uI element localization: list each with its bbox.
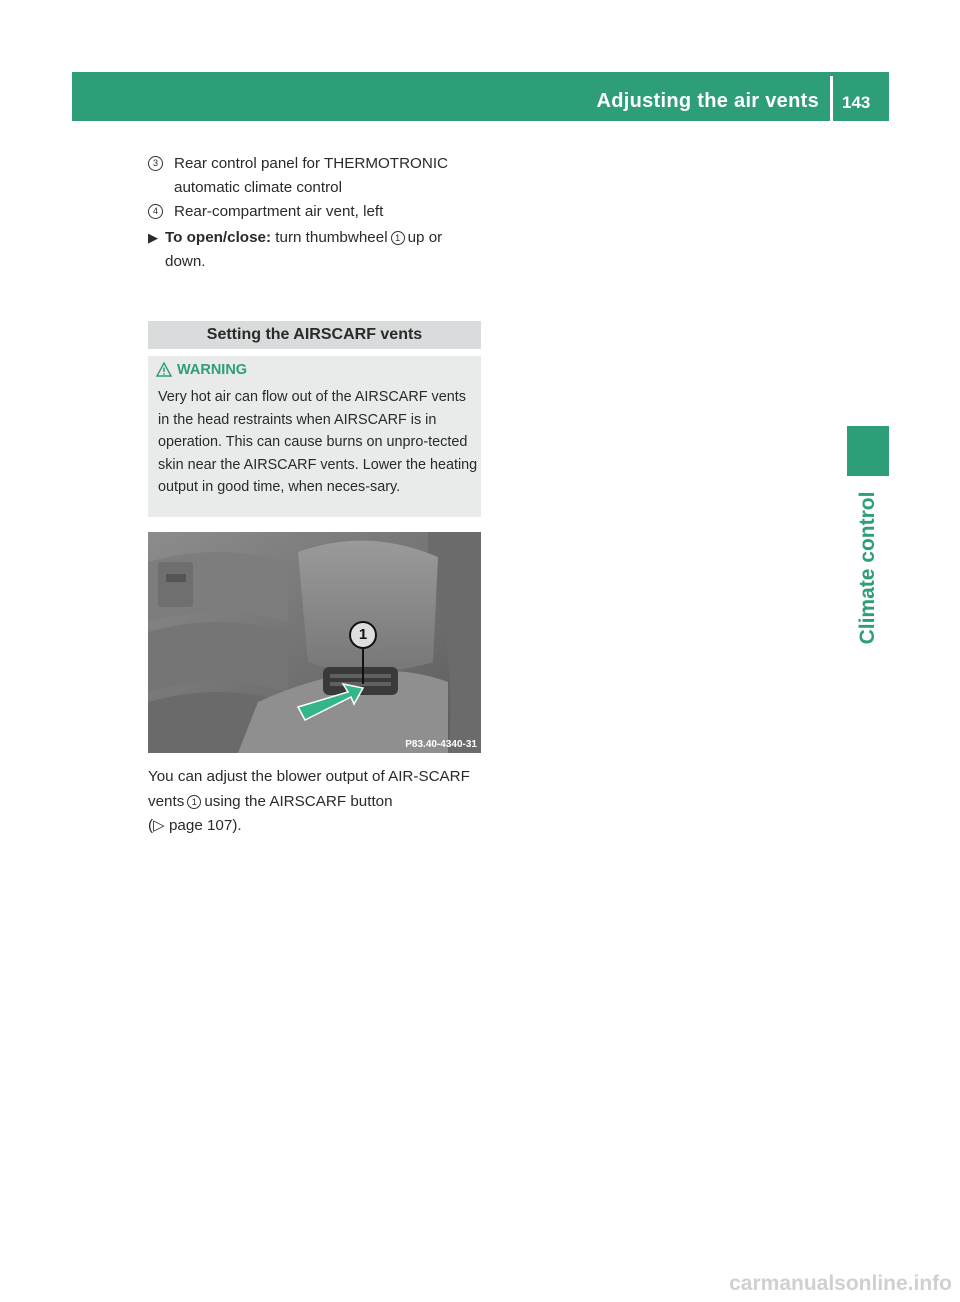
- instruction-arrow-icon: ▶: [148, 230, 158, 245]
- figure-callout-1: 1: [358, 626, 368, 643]
- body-paragraph: You can adjust the blower output of AIR-SCARF vents 1 using the AIRSCARF button (▷ page 107).: [148, 768, 470, 834]
- warning-triangle-icon: [156, 362, 172, 377]
- body-text-end: using the AIRSCARF button: [204, 792, 393, 810]
- watermark: carmanualsonline.info: [729, 1272, 952, 1295]
- header-title: Adjusting the air vents: [596, 90, 819, 112]
- legend-item-3: [148, 152, 481, 200]
- instruction-text-end: up or down.: [165, 229, 443, 270]
- legend-item-4: [148, 200, 481, 224]
- headrest-seat-image: [148, 532, 481, 753]
- ref-number-1: 1: [391, 231, 405, 245]
- airscarf-illustration: [148, 532, 481, 753]
- instruction-label: To open/close:: [165, 229, 272, 246]
- warning-title-text: WARNING: [177, 362, 248, 378]
- section-heading: Setting the AIRSCARF vents: [148, 321, 481, 349]
- body-text: You can adjust the blower output of AIR-SCARF vents: [148, 768, 470, 810]
- legend-number-3: 3: [148, 156, 163, 171]
- page-number: 143: [842, 93, 871, 112]
- page-ref-arrow-icon: ▷: [153, 817, 165, 834]
- legend-text: Rear-compartment air vent, left: [174, 203, 384, 220]
- legend-list: [148, 152, 481, 274]
- header-divider: [830, 76, 833, 121]
- warning-box: [148, 356, 481, 517]
- ref-number-1: 1: [187, 795, 201, 809]
- page-reference-link[interactable]: page 107: [168, 817, 233, 834]
- legend-text: Rear control panel for THERMOTRONIC automatic climate control: [174, 155, 449, 196]
- page-header: [72, 72, 889, 121]
- side-section-label: Climate control: [856, 491, 879, 645]
- instruction-text: turn thumbwheel: [275, 229, 388, 246]
- figure-code: P83.40-4340-31: [405, 739, 477, 750]
- warning-title: [156, 362, 247, 378]
- side-tab-marker: [847, 426, 889, 476]
- instruction-step: [148, 226, 481, 274]
- legend-number-4: 4: [148, 204, 163, 219]
- warning-text: Very hot air can flow out of the AIRSCARF vents in the head restraints when AIRSCARF is in operation. This can cause burns on unpro-tected skin near the AIRSCARF vents. Lower the heating output in good time, when neces-sary.: [158, 389, 478, 495]
